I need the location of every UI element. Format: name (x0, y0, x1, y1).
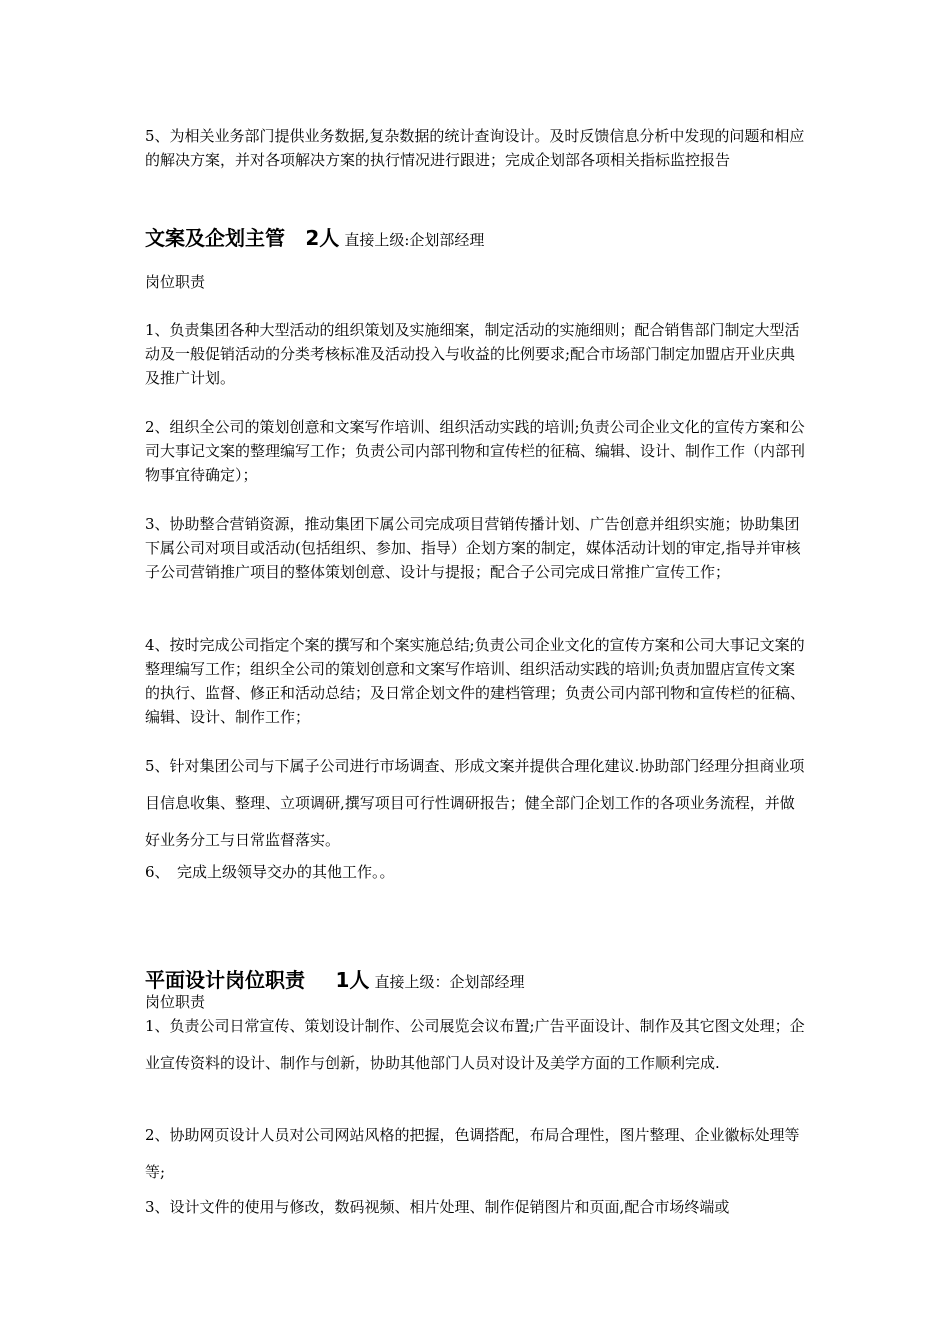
copywriting-item-6: 6、 完成上级领导交办的其他工作。。 (145, 863, 395, 881)
copywriting-item-4: 4、按时完成公司指定个案的撰写和个案实施总结;负责公司企业文化的宣传方案和公司大事记文案的整理编写工作；组织全公司的策划创意和文案写作培训、组织活动实践的培训;负责加盟店宣传文案的执行、监督、修正和活动总结；及日常企划文件的建档管理；负责公司内部刊物和宣传栏的征稿、编辑、设计、制作工作； (145, 636, 806, 726)
design-item-1: 1、负责公司日常宣传、策划设计制作、公司展览会议布置;广告平面设计、制作及其它图文处理；企业宣传资料的设计、制作与创新，协助其他部门人员对设计及美学方面的工作顺利完成. (145, 1017, 805, 1072)
top-item-5: 5、为相关业务部门提供业务数据,复杂数据的统计查询设计。及时反馈信息分析中发现的问题和相应的解决方案，并对各项解决方案的执行情况进行跟进；完成企划部各项相关指标监控报告 (145, 127, 805, 169)
copywriting-heading (145, 222, 809, 251)
design-count: 1人 (335, 968, 370, 992)
copywriting-count: 2人 (305, 226, 340, 250)
copywriting-item-5: 5、针对集团公司与下属子公司进行市场调查、形成文案并提供合理化建议.协助部门经理分担商业项目信息收集、整理、立项调研,撰写项目可行性调研报告；健全部门企划工作的各项业务流程，并做好业务分工与日常监督落实。 (145, 757, 805, 849)
copywriting-item-1: 1、负责集团各种大型活动的组织策划及实施细案，制定活动的实施细则；配合销售部门制定大型活动及一般促销活动的分类考核标准及活动投入与收益的比例要求;配合市场部门制定加盟店开业庆典及推广计划。 (145, 321, 800, 387)
copywriting-title: 文案及企划主管 (145, 226, 285, 250)
copywriting-duties-label: 岗位职责 (145, 273, 206, 291)
copywriting-item-3: 3、协助整合营销资源，推动集团下属公司完成项目营销传播计划、广告创意并组织实施；协助集团下属公司对项目或活动(包括组织、参加、指导）企划方案的制定，媒体活动计划的审定,指导并审核子公司营销推广项目的整体策划创意、设计与提报；配合子公司完成日常推广宣传工作； (145, 515, 801, 581)
design-item-2: 2、协助网页设计人员对公司网站风格的把握，色调搭配，布局合理性，图片整理、企业徽标处理等等; (145, 1126, 800, 1181)
design-item-3: 3、设计文件的使用与修改，数码视频、相片处理、制作促销图片和页面,配合市场终端或 (145, 1198, 730, 1216)
copywriting-item-2: 2、组织全公司的策划创意和文案写作培训、组织活动实践的培训;负责公司企业文化的宣传方案和公司大事记文案的整理编写工作；负责公司内部刊物和宣传栏的征稿、编辑、设计、制作工作（内部刊物事宜待确定）； (145, 418, 806, 484)
design-superior: 直接上级：企划部经理 (374, 973, 525, 991)
design-heading (145, 964, 809, 993)
copywriting-superior: 直接上级:企划部经理 (344, 231, 485, 249)
design-title: 平面设计岗位职责 (145, 968, 305, 992)
design-duties-label: 岗位职责 (145, 993, 206, 1011)
